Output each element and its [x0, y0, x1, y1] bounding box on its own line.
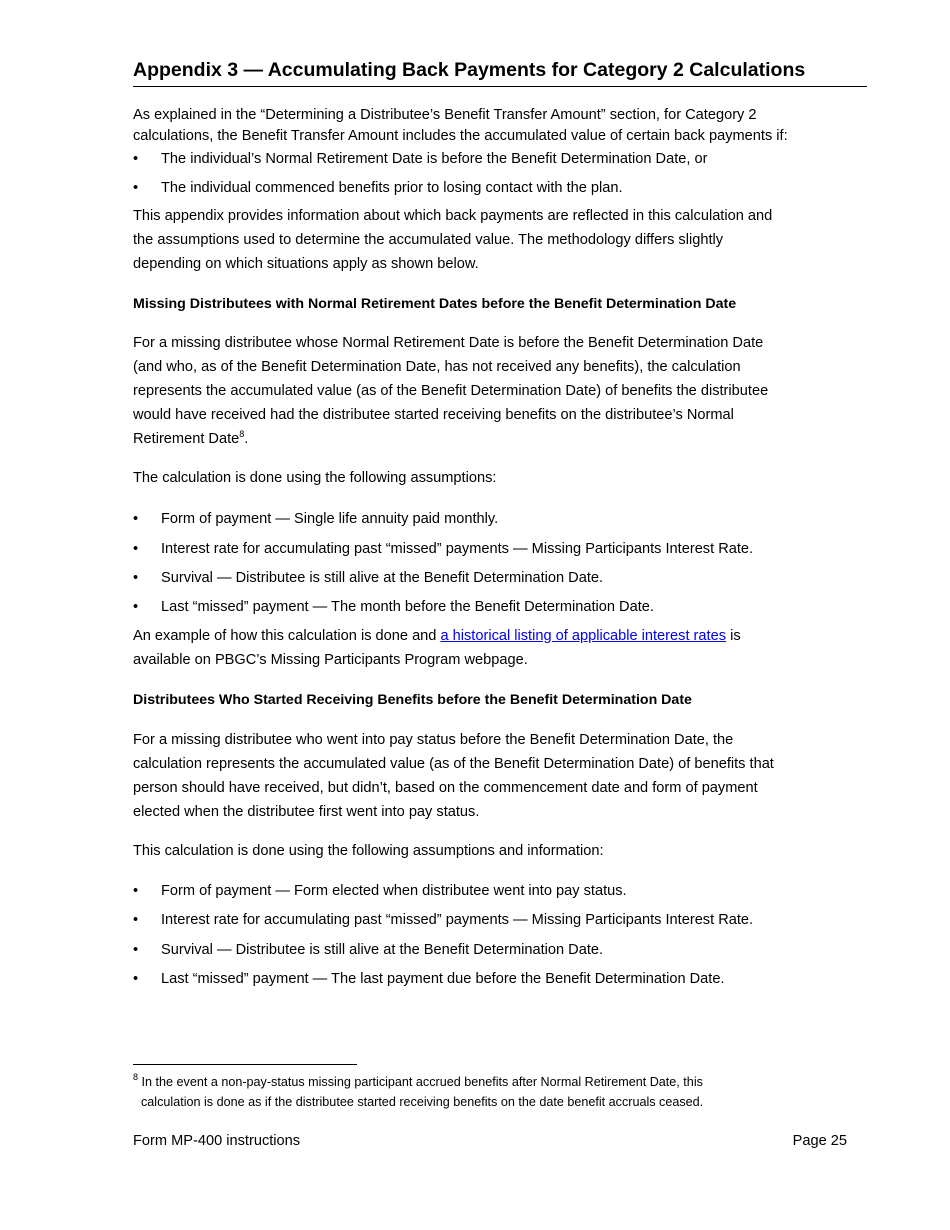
paragraph-line: For a missing distributee who went into pay status before the Benefit Determination Date, the [133, 732, 734, 748]
bullet-icon: • [133, 971, 139, 987]
interest-rates-link[interactable]: a historical listing of applicable interest rates [440, 628, 727, 644]
paragraph-line [133, 427, 853, 451]
paragraph-line: depending on which situations apply as shown below. [133, 256, 479, 272]
footnote-reference[interactable]: 8 [239, 429, 245, 439]
bullet-text: Form of payment — Single life annuity paid monthly. [161, 511, 499, 527]
paragraph-text: . [244, 431, 249, 447]
bullet-icon: • [133, 883, 139, 899]
footnote-divider [133, 1064, 357, 1065]
footer-form-name: Form MP-400 instructions [133, 1133, 301, 1149]
page-title: Appendix 3 — Accumulating Back Payments for Category 2 Calculations [133, 57, 867, 87]
bullet-icon: • [133, 541, 139, 557]
example-paragraph [133, 624, 853, 672]
paragraph-line [133, 624, 853, 648]
paragraph-text: is [726, 628, 741, 644]
paragraph-line: represents the accumulated value (as of the Benefit Determination Date) of benefits the distributee [133, 383, 769, 399]
paragraph-line: would have received had the distributee started receiving benefits on the distributee’s Normal [133, 407, 734, 423]
intro-line: As explained in the “Determining a Distributee’s Benefit Transfer Amount” section, for Category 2 [133, 107, 757, 123]
footer-page-number: Page 25 [792, 1133, 847, 1149]
paragraph-line: available on PBGC’s Missing Participants Program webpage. [133, 652, 528, 668]
section-heading: Missing Distributees with Normal Retirement Dates before the Benefit Determination Date [133, 296, 737, 312]
bullet-icon: • [133, 570, 139, 586]
appendix-paragraph [133, 204, 853, 276]
bullet-icon: • [133, 599, 139, 615]
bullet-text: Last “missed” payment — The last payment due before the Benefit Determination Date. [161, 971, 725, 987]
bullet-icon: • [133, 942, 139, 958]
intro-paragraph [133, 105, 853, 147]
paragraph-line: calculation represents the accumulated value (as of the Benefit Determination Date) of benefits that [133, 756, 774, 772]
bullet-icon: • [133, 151, 139, 167]
bullet-text: The individual’s Normal Retirement Date is before the Benefit Determination Date, or [161, 151, 708, 167]
paragraph-line: For a missing distributee whose Normal Retirement Date is before the Benefit Determination Date [133, 335, 764, 351]
footnote-number: 8 [133, 1072, 139, 1082]
intro-line: calculations, the Benefit Transfer Amount includes the accumulated value of certain back payments if: [133, 128, 788, 144]
bullet-text: Interest rate for accumulating past “missed” payments — Missing Participants Interest Rate. [161, 912, 754, 928]
paragraph-text: Retirement Date [133, 431, 240, 447]
section2-paragraph [133, 728, 853, 824]
bullet-text: The individual commenced benefits prior to losing contact with the plan. [161, 180, 623, 196]
bullet-icon: • [133, 180, 139, 196]
footnote-line: calculation is done as if the distributee started receiving benefits on the date benefit accruals ceased. [141, 1095, 704, 1109]
footnote-text: In the event a non-pay-status missing participant accrued benefits after Normal Retirement Date, this [138, 1075, 703, 1089]
footnote-line [133, 1072, 833, 1092]
bullet-text: Survival — Distributee is still alive at the Benefit Determination Date. [161, 570, 604, 586]
paragraph-line: (and who, as of the Benefit Determination Date, has not received any benefits), the calculation [133, 359, 741, 375]
section1-paragraph [133, 331, 853, 451]
paragraph-line: elected when the distributee first went into pay status. [133, 804, 480, 820]
section-heading: Distributees Who Started Receiving Benefits before the Benefit Determination Date [133, 692, 692, 708]
bullet-text: Last “missed” payment — The month before the Benefit Determination Date. [161, 599, 654, 615]
paragraph-line: the assumptions used to determine the accumulated value. The methodology differs slightly [133, 232, 724, 248]
bullet-text: Interest rate for accumulating past “missed” payments — Missing Participants Interest Rate. [161, 541, 754, 557]
assumptions-intro: The calculation is done using the following assumptions: [133, 470, 497, 486]
assumptions-intro: This calculation is done using the following assumptions and information: [133, 843, 604, 859]
paragraph-line: This appendix provides information about which back payments are reflected in this calculation and [133, 208, 773, 224]
bullet-icon: • [133, 912, 139, 928]
footnote [133, 1072, 833, 1112]
paragraph-text: An example of how this calculation is done and [133, 628, 441, 644]
bullet-text: Survival — Distributee is still alive at the Benefit Determination Date. [161, 942, 604, 958]
bullet-text: Form of payment — Form elected when distributee went into pay status. [161, 883, 627, 899]
bullet-icon: • [133, 511, 139, 527]
paragraph-line: person should have received, but didn’t, based on the commencement date and form of payment [133, 780, 758, 796]
